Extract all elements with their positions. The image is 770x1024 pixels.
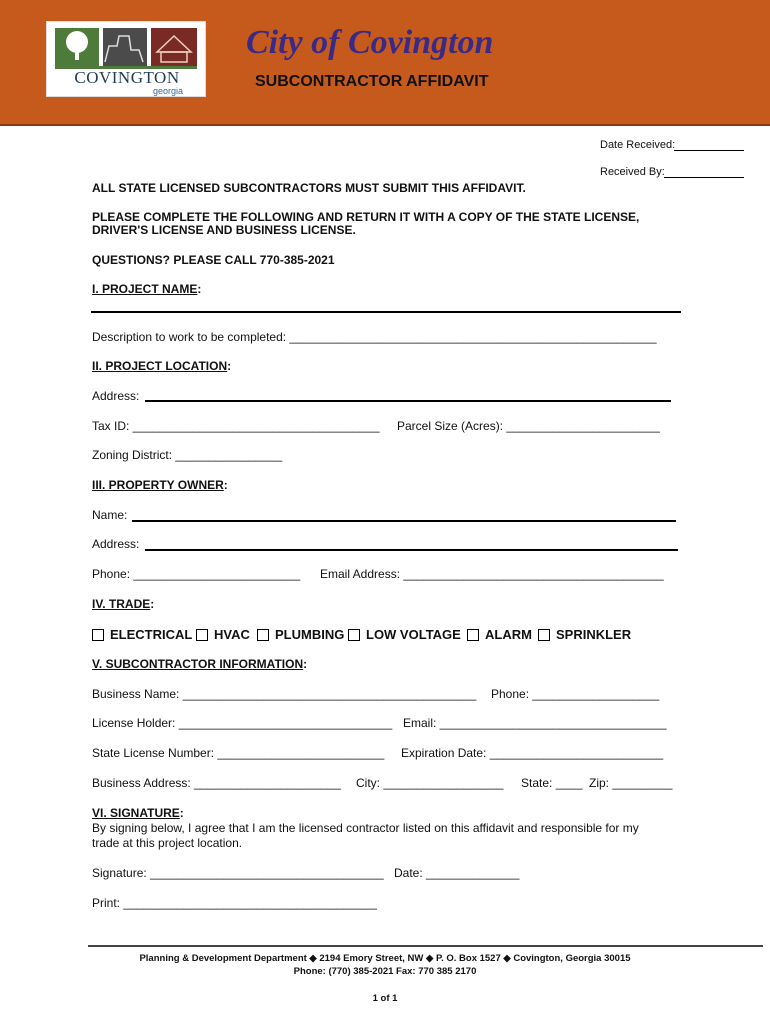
signature-statement-line2: trade at this project location. xyxy=(92,836,243,850)
parcel-size-field[interactable]: Parcel Size (Acres): _______________________ xyxy=(397,419,660,433)
section-project-location-heading: II. PROJECT LOCATION: xyxy=(92,359,232,373)
owner-address-field[interactable] xyxy=(145,549,678,551)
complete-notice-line2: DRIVER'S LICENSE AND BUSINESS LICENSE. xyxy=(92,223,356,237)
section-project-name-heading: I. PROJECT NAME: xyxy=(92,282,202,296)
footer-divider xyxy=(88,945,763,947)
checkbox-icon[interactable] xyxy=(257,629,269,641)
city-title: City of Covington xyxy=(246,24,494,61)
logo-subtitle: georgia xyxy=(152,86,183,96)
footer-address: Planning & Development Department ◆ 2194 Emory Street, NW ◆ P. O. Box 1527 ◆ Covington, Georgia 30015 xyxy=(139,953,631,964)
business-name-field[interactable]: Business Name: ____________________________________________ xyxy=(92,687,477,701)
submit-notice: ALL STATE LICENSED SUBCONTRACTORS MUST SUBMIT THIS AFFIDAVIT. xyxy=(92,181,526,195)
business-email-field[interactable]: Email: __________________________________ xyxy=(403,716,667,730)
zip-field[interactable]: Zip: _________ xyxy=(589,776,673,790)
checkbox-icon[interactable] xyxy=(196,629,208,641)
header-banner xyxy=(0,0,770,126)
owner-name-field[interactable] xyxy=(132,520,676,522)
section-signature-heading: VI. SIGNATURE: xyxy=(92,806,184,820)
project-name-field[interactable] xyxy=(91,311,681,313)
trade-option-electrical[interactable]: ELECTRICAL xyxy=(92,627,192,642)
trade-option-alarm[interactable]: ALARM xyxy=(467,627,532,642)
tax-id-field[interactable]: Tax ID: _____________________________________ xyxy=(92,419,380,433)
print-name-field[interactable]: Print: ______________________________________ xyxy=(92,896,377,910)
section-property-owner-heading: III. PROPERTY OWNER: xyxy=(92,478,228,492)
expiration-date-field[interactable]: Expiration Date: __________________________ xyxy=(401,746,664,760)
location-address-label: Address: xyxy=(92,389,140,403)
location-address-field[interactable] xyxy=(145,400,671,402)
section-trade-heading: IV. TRADE: xyxy=(92,597,155,611)
trade-option-sprinkler[interactable]: SPRINKLER xyxy=(538,627,631,642)
trade-option-low-voltage[interactable]: LOW VOLTAGE xyxy=(348,627,461,642)
signature-field[interactable]: Signature: ___________________________________ xyxy=(92,866,384,880)
work-description-field[interactable]: Description to work to be completed: _______________________________________________________ xyxy=(92,330,657,344)
owner-name-label: Name: xyxy=(92,508,128,522)
document-title: SUBCONTRACTOR AFFIDAVIT xyxy=(255,73,489,90)
page-number: 1 of 1 xyxy=(372,993,398,1004)
skyline-icon xyxy=(47,22,207,72)
zoning-district-field[interactable]: Zoning District: ________________ xyxy=(92,448,283,462)
state-field[interactable]: State: ____ xyxy=(521,776,583,790)
license-holder-field[interactable]: License Holder: ________________________________ xyxy=(92,716,393,730)
trade-option-plumbing[interactable]: PLUMBING xyxy=(257,627,344,642)
trade-option-hvac[interactable]: HVAC xyxy=(196,627,250,642)
owner-address-label: Address: xyxy=(92,537,140,551)
checkbox-icon[interactable] xyxy=(538,629,550,641)
checkbox-icon[interactable] xyxy=(467,629,479,641)
complete-notice-line1: PLEASE COMPLETE THE FOLLOWING AND RETURN IT WITH A COPY OF THE STATE LICENSE, xyxy=(92,210,640,224)
checkbox-icon[interactable] xyxy=(348,629,360,641)
signature-statement-line1: By signing below, I agree that I am the licensed contractor listed on this affidavit and responsible for my xyxy=(92,821,639,835)
business-phone-field[interactable]: Phone: ___________________ xyxy=(491,687,660,701)
section-subcontractor-heading: V. SUBCONTRACTOR INFORMATION: xyxy=(92,657,308,671)
questions-notice: QUESTIONS? PLEASE CALL 770-385-2021 xyxy=(92,253,335,267)
logo-wordmark: COVINGTON xyxy=(74,68,180,87)
owner-phone-field[interactable]: Phone: _________________________ xyxy=(92,567,301,581)
received-by-field[interactable] xyxy=(664,177,744,178)
checkbox-icon[interactable] xyxy=(92,629,104,641)
received-by-label: Received By: xyxy=(600,166,665,178)
date-received-label: Date Received: xyxy=(600,139,676,151)
date-received-field[interactable] xyxy=(674,150,744,151)
state-license-field[interactable]: State License Number: _________________________ xyxy=(92,746,385,760)
city-logo xyxy=(46,21,206,97)
business-address-field[interactable]: Business Address: ______________________ xyxy=(92,776,341,790)
footer-contact: Phone: (770) 385-2021 Fax: 770 385 2170 xyxy=(293,966,477,977)
owner-email-field[interactable]: Email Address: _______________________________________ xyxy=(320,567,664,581)
signature-date-field[interactable]: Date: ______________ xyxy=(394,866,520,880)
city-field[interactable]: City: __________________ xyxy=(356,776,504,790)
